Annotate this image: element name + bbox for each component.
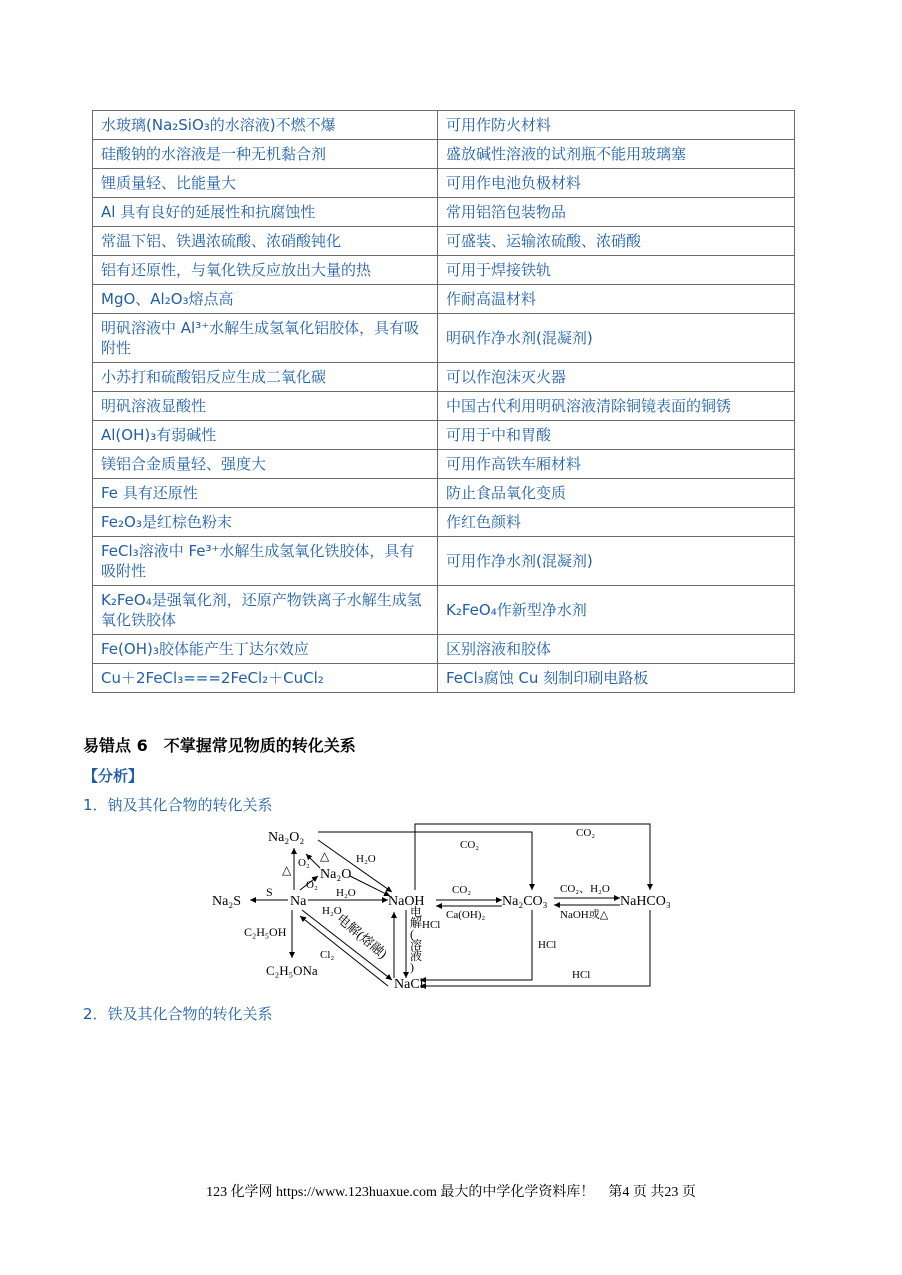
table-row <box>93 314 795 363</box>
label-o2-lower: O₂ <box>306 879 318 891</box>
use-cell: 可用作净水剂(混凝剂) <box>438 537 795 586</box>
label-nacl: NaCl <box>394 977 424 992</box>
use-cell: 中国古代利用明矾溶液清除铜镜表面的铜锈 <box>438 392 795 421</box>
label-electrolysis-melt: 电解(熔融) <box>334 910 391 962</box>
label-h2o-upper: H₂O <box>356 853 376 865</box>
table-row <box>93 586 795 635</box>
table-row <box>93 392 795 421</box>
label-hcl-naoh: HCl <box>422 919 441 931</box>
page-footer: 123 化学网 https://www.123huaxue.com 最大的中学化学资料库！ 第4 页 共23 页 <box>206 1185 696 1200</box>
label-co2-h2o: CO₂、H₂O <box>560 883 610 895</box>
table-row <box>93 140 795 169</box>
property-cell: Fe₂O₃是红棕色粉末 <box>93 508 438 537</box>
label-electrolysis-solution <box>410 904 422 974</box>
property-cell: 水玻璃(Na₂SiO₃的水溶液)不燃不爆 <box>93 111 438 140</box>
use-cell: 盛放碱性溶液的试剂瓶不能用玻璃塞 <box>438 140 795 169</box>
table-row <box>93 479 795 508</box>
property-cell: 常温下铝、铁遇浓硫酸、浓硝酸钝化 <box>93 227 438 256</box>
property-cell: 硅酸钠的水溶液是一种无机黏合剂 <box>93 140 438 169</box>
property-cell: 明矾溶液显酸性 <box>93 392 438 421</box>
label-naoh-or-delta: NaOH或△ <box>560 909 609 921</box>
property-use-table <box>92 110 795 693</box>
table-body <box>93 111 795 693</box>
table-row <box>93 635 795 664</box>
property-cell: Al 具有良好的延展性和抗腐蚀性 <box>93 198 438 227</box>
label-na2o2: Na₂O₂ <box>268 830 305 845</box>
property-cell: MgO、Al₂O₃熔点高 <box>93 285 438 314</box>
use-cell: 防止食品氧化变质 <box>438 479 795 508</box>
table-row <box>93 421 795 450</box>
use-cell: K₂FeO₄作新型净水剂 <box>438 586 795 635</box>
label-c2h5ona: C₂H₅ONa <box>266 963 318 978</box>
use-cell: 区别溶液和胶体 <box>438 635 795 664</box>
label-s: S <box>266 885 273 899</box>
label-caoh2: Ca(OH)₂ <box>446 909 486 921</box>
table-row <box>93 450 795 479</box>
table-row <box>93 508 795 537</box>
property-cell: Al(OH)₃有弱碱性 <box>93 421 438 450</box>
table-row <box>93 537 795 586</box>
item-iron-heading: 2．铁及其化合物的转化关系 <box>83 1005 273 1023</box>
label-o2-upper: O₂ <box>298 857 310 869</box>
use-cell: 可用作电池负极材料 <box>438 169 795 198</box>
label-na2o: Na₂O <box>320 867 352 882</box>
label-na2s: Na₂S <box>212 894 241 909</box>
property-cell: Fe 具有还原性 <box>93 479 438 508</box>
label-hcl-nahco3: HCl <box>572 969 591 981</box>
use-cell: 可用于中和胃酸 <box>438 421 795 450</box>
table-row <box>93 111 795 140</box>
property-cell: Cu＋2FeCl₃===2FeCl₂＋CuCl₂ <box>93 664 438 693</box>
use-cell: 可用作高铁车厢材料 <box>438 450 795 479</box>
label-naoh: NaOH <box>388 894 425 909</box>
use-cell: 可以作泡沫灭火器 <box>438 363 795 392</box>
label-nahco3: NaHCO₃ <box>620 894 671 909</box>
use-cell: FeCl₃腐蚀 Cu 刻制印刷电路板 <box>438 664 795 693</box>
label-c2h5oh: C₂H₅OH <box>244 925 287 939</box>
property-cell: 镁铝合金质量轻、强度大 <box>93 450 438 479</box>
label-delta-upper: △ <box>320 849 330 863</box>
table-row <box>93 169 795 198</box>
analysis-label: 【分析】 <box>83 767 144 785</box>
table-row <box>93 363 795 392</box>
property-cell: 锂质量轻、比能量大 <box>93 169 438 198</box>
property-cell: FeCl₃溶液中 Fe³⁺水解生成氢氧化铁胶体，具有吸附性 <box>93 537 438 586</box>
table-row <box>93 227 795 256</box>
label-na: Na <box>290 894 307 909</box>
label-co2-top-outer: CO₂ <box>576 827 596 839</box>
use-cell: 作耐高温材料 <box>438 285 795 314</box>
section-title: 易错点 6 不掌握常见物质的转化关系 <box>83 736 356 755</box>
label-na2co3: Na₂CO₃ <box>502 894 548 909</box>
property-cell: 铝有还原性，与氧化铁反应放出大量的热 <box>93 256 438 285</box>
table-row <box>93 256 795 285</box>
use-cell: 可盛装、运输浓硫酸、浓硝酸 <box>438 227 795 256</box>
property-cell: 小苏打和硫酸铝反应生成二氧化碳 <box>93 363 438 392</box>
label-h2o-middle: H₂O <box>336 887 356 899</box>
item-sodium-heading: 1．钠及其化合物的转化关系 <box>83 796 273 814</box>
label-hcl-na2co3: HCl <box>538 939 557 951</box>
property-cell: 明矾溶液中 Al³⁺水解生成氢氧化铝胶体，具有吸附性 <box>93 314 438 363</box>
label-delta-left: △ <box>282 863 292 877</box>
label-cl2: Cl₂ <box>320 949 335 961</box>
use-cell: 常用铝箔包装物品 <box>438 198 795 227</box>
label-h2o-lower: H₂O <box>322 905 342 917</box>
property-cell: Fe(OH)₃胶体能产生丁达尔效应 <box>93 635 438 664</box>
svg-text:电解(溶液): 电解(溶液) <box>410 905 423 974</box>
use-cell: 作红色颜料 <box>438 508 795 537</box>
table-row <box>93 664 795 693</box>
property-cell: K₂FeO₄是强氧化剂，还原产物铁离子水解生成氢氧化铁胶体 <box>93 586 438 635</box>
label-co2-mid: CO₂ <box>452 884 472 896</box>
use-cell: 可用于焊接铁轨 <box>438 256 795 285</box>
table-row <box>93 285 795 314</box>
label-co2-top-inner: CO₂ <box>460 839 480 851</box>
use-cell: 可用作防火材料 <box>438 111 795 140</box>
sodium-conversion-diagram <box>210 818 700 998</box>
use-cell: 明矾作净水剂(混凝剂) <box>438 314 795 363</box>
table-row <box>93 198 795 227</box>
